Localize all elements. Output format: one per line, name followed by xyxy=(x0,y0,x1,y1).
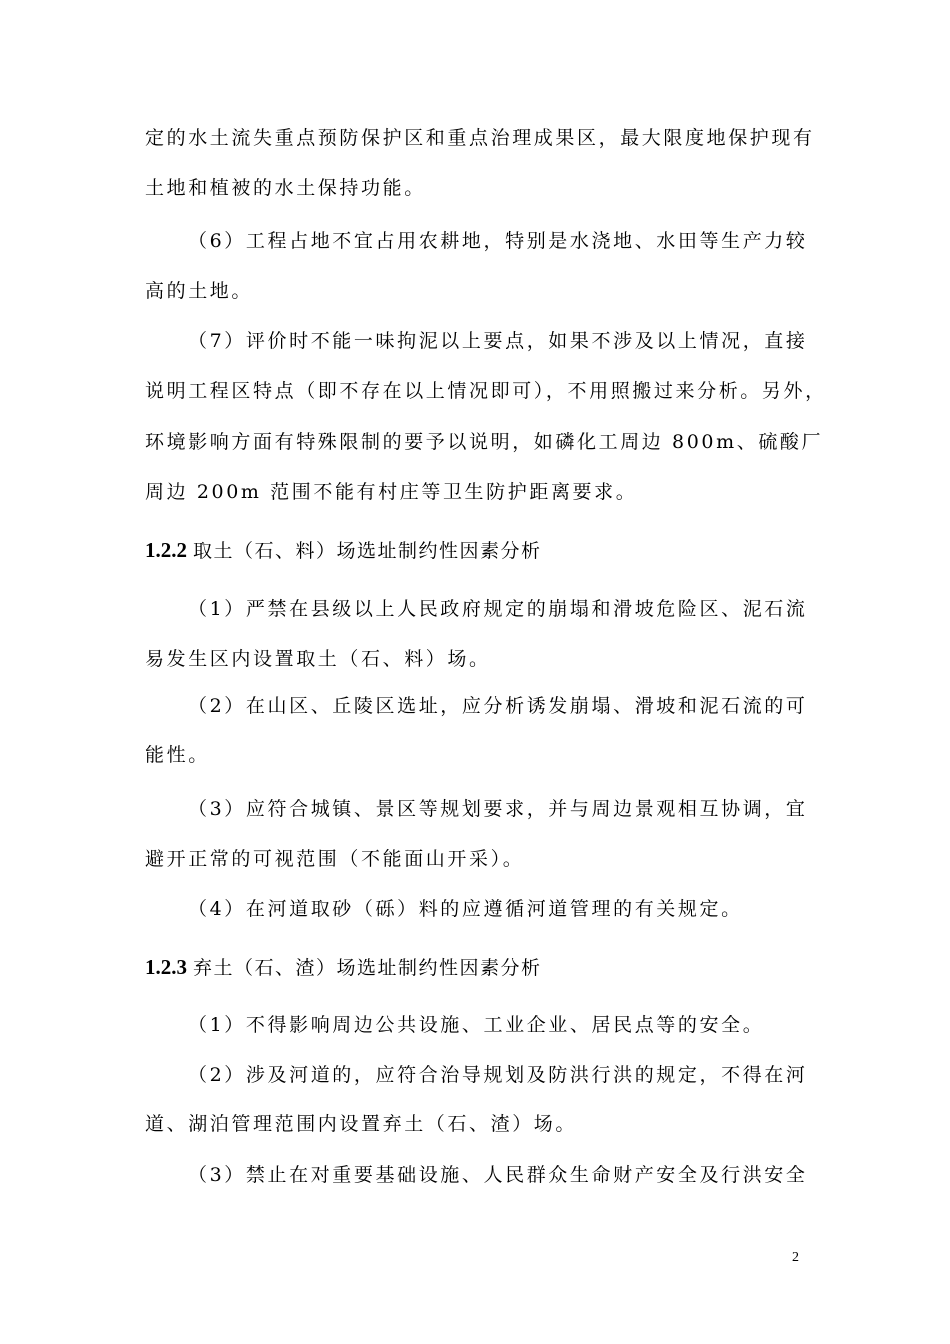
paragraph-line: （2）涉及河道的，应符合治导规划及防洪行洪的规定，不得在河 xyxy=(188,1064,808,1086)
paragraph-line: （2）在山区、丘陵区选址，应分析诱发崩塌、滑坡和泥石流的可 xyxy=(188,695,808,717)
section-title: 弃土（石、渣）场选址制约性因素分析 xyxy=(193,957,542,979)
paragraph-line: 定的水土流失重点预防保护区和重点治理成果区，最大限度地保护现有 xyxy=(145,127,815,149)
paragraph-line: （4）在河道取砂（砾）料的应遵循河道管理的有关规定。 xyxy=(188,898,743,920)
paragraph-line: 易发生区内设置取土（石、料）场。 xyxy=(145,648,491,670)
paragraph-line: 周边 200m 范围不能有村庄等卫生防护距离要求。 xyxy=(145,481,638,503)
paragraph-line: 说明工程区特点（即不存在以上情况即可），不用照搬过来分析。另外， xyxy=(145,380,827,402)
section-heading-1-2-3 xyxy=(145,954,542,981)
paragraph-line: 高的土地。 xyxy=(145,280,254,302)
paragraph-line: 土地和植被的水土保持功能。 xyxy=(145,177,426,199)
paragraph-line: （3）应符合城镇、景区等规划要求，并与周边景观相互协调，宜 xyxy=(188,798,808,820)
paragraph-line: （1）严禁在县级以上人民政府规定的崩塌和滑坡危险区、泥石流 xyxy=(188,598,808,620)
paragraph-line: （1）不得影响周边公共设施、工业企业、居民点等的安全。 xyxy=(188,1014,765,1036)
paragraph-line: （7）评价时不能一味拘泥以上要点，如果不涉及以上情况，直接 xyxy=(188,330,808,352)
paragraph-line: （6）工程占地不宜占用农耕地，特别是水浇地、水田等生产力较 xyxy=(188,230,808,252)
page-number: 2 xyxy=(792,1250,799,1265)
paragraph-line: （3）禁止在对重要基础设施、人民群众生命财产安全及行洪安全 xyxy=(188,1164,808,1186)
section-number: 1.2.3 xyxy=(145,955,187,979)
section-number: 1.2.2 xyxy=(145,538,187,562)
paragraph-line: 避开正常的可视范围（不能面山开采）。 xyxy=(145,848,525,870)
paragraph-line: 能性。 xyxy=(145,744,210,766)
paragraph-line: 环境影响方面有特殊限制的要予以说明，如磷化工周边 800m、硫酸厂 xyxy=(145,431,824,453)
section-title: 取土（石、料）场选址制约性因素分析 xyxy=(193,540,542,562)
paragraph-line: 道、湖泊管理范围内设置弃土（石、渣）场。 xyxy=(145,1113,578,1135)
section-heading-1-2-2 xyxy=(145,537,542,564)
